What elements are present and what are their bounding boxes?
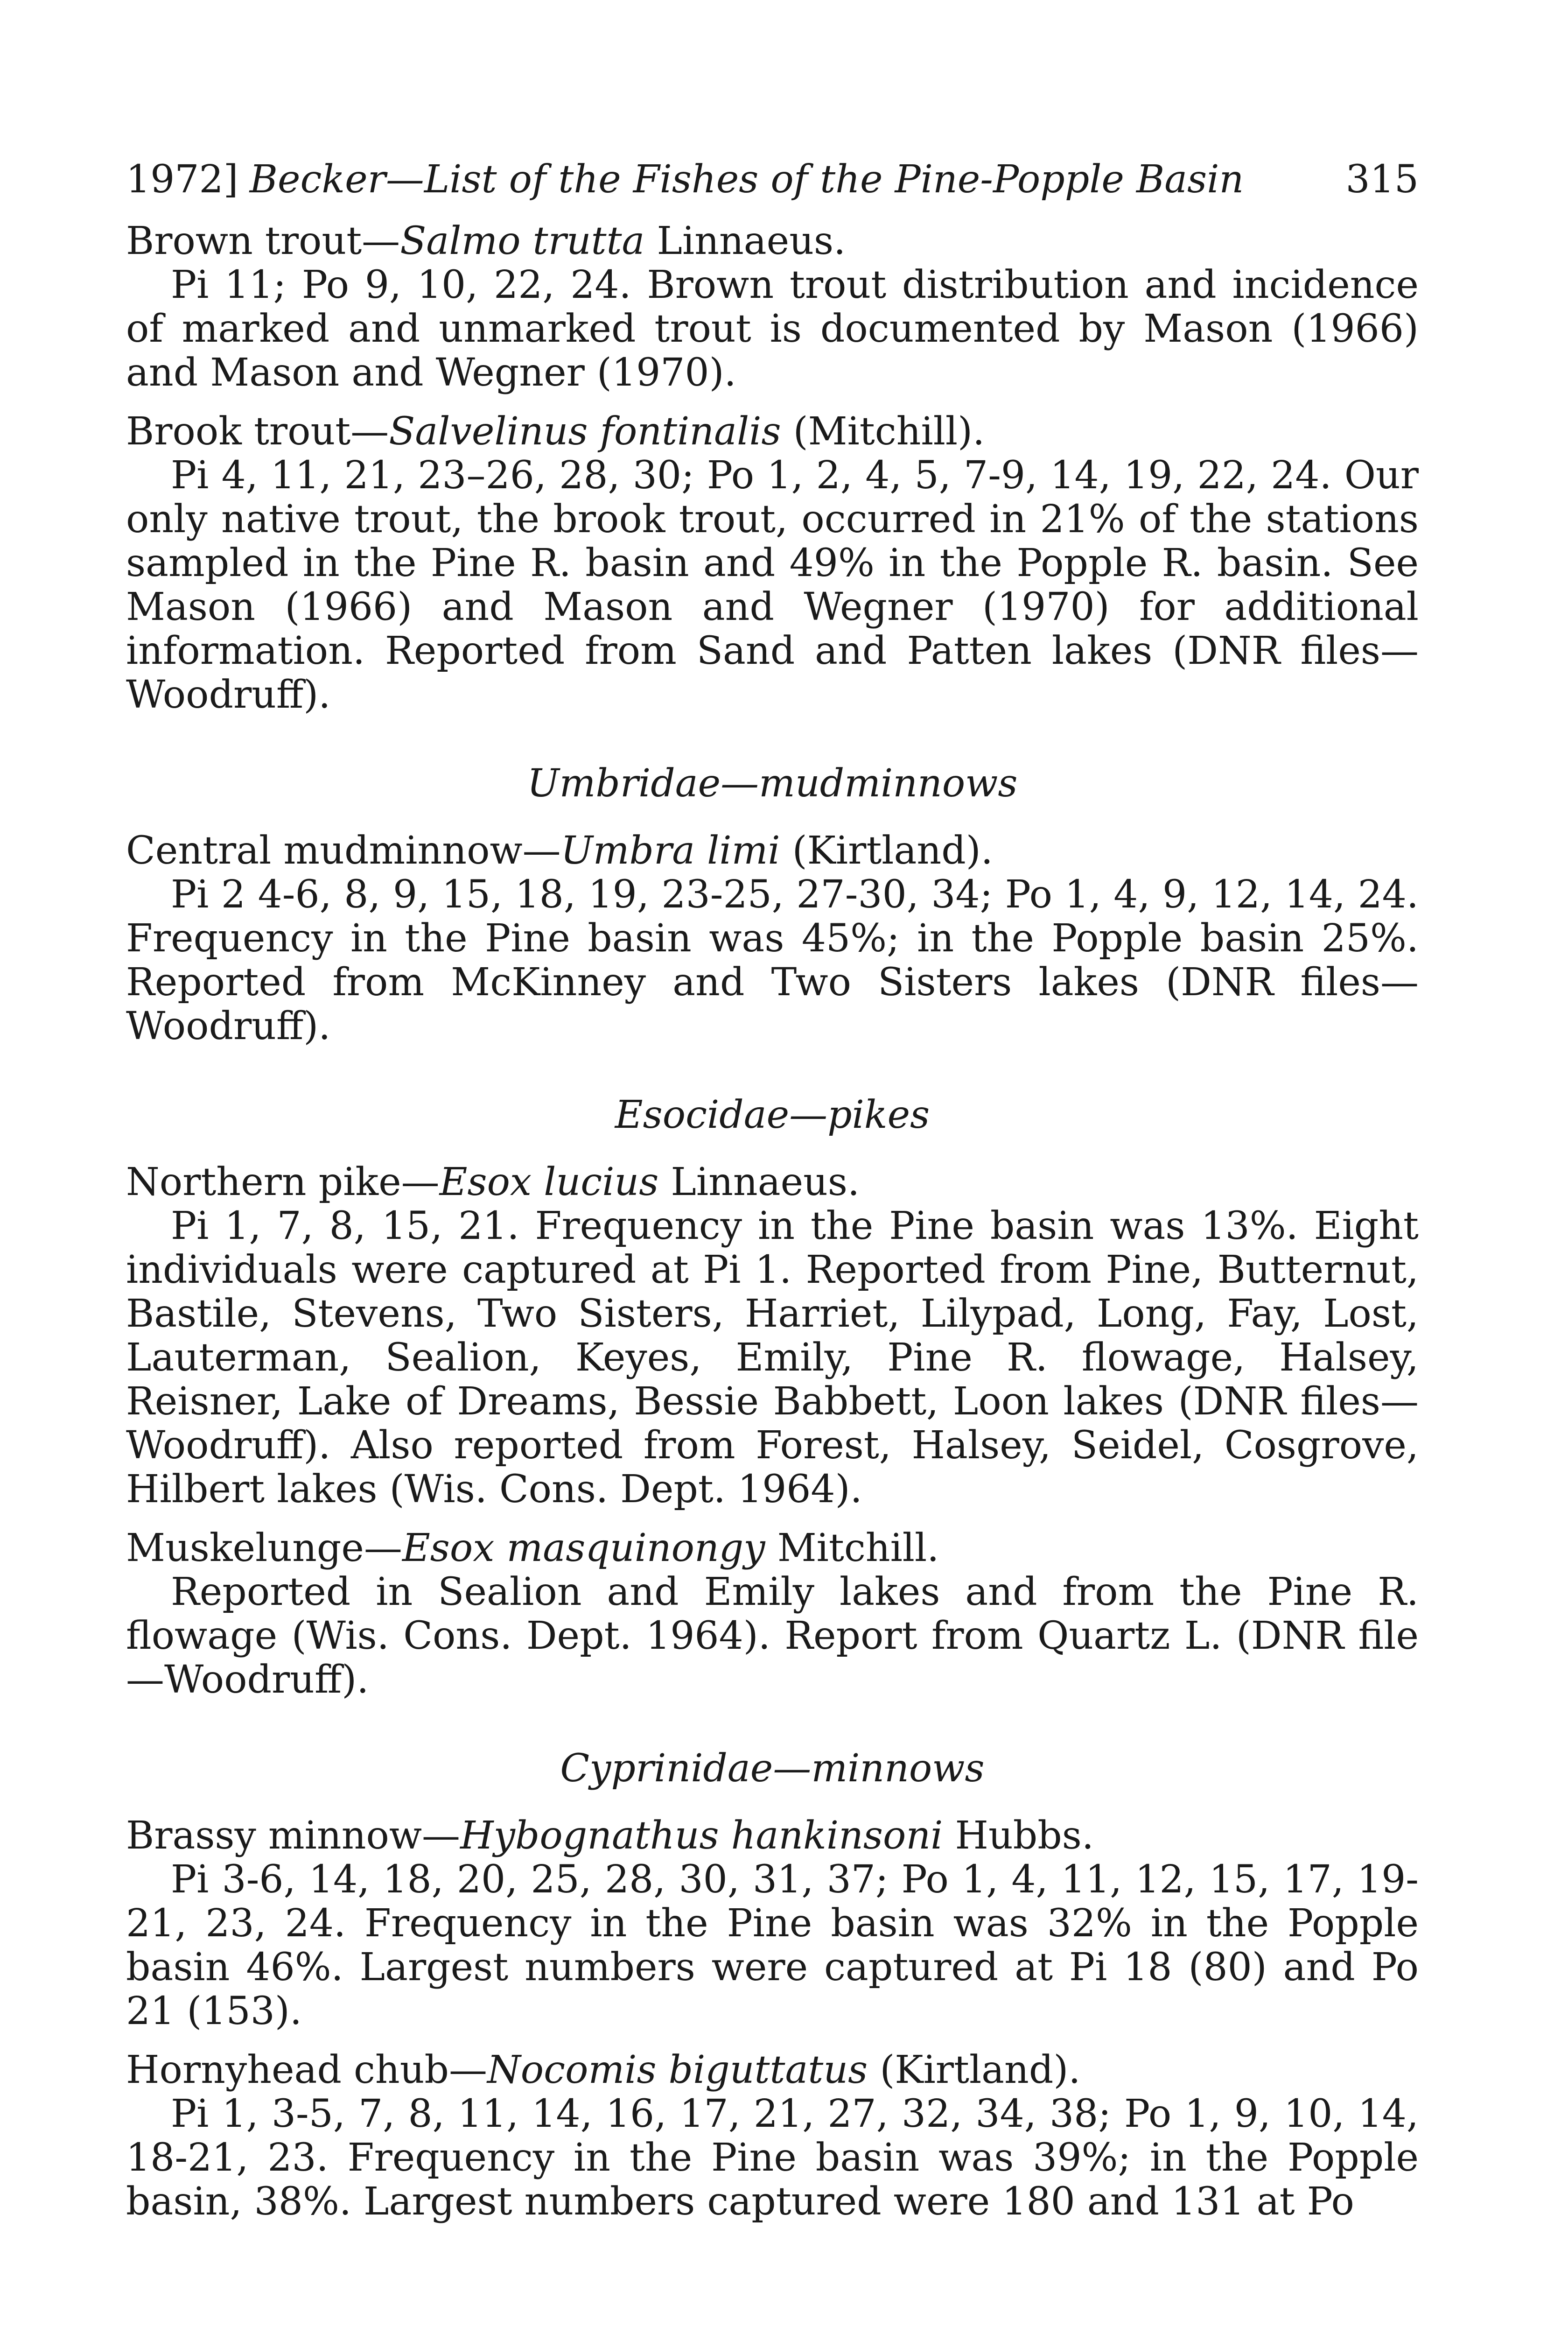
family-heading-umbridae: Umbridae—mudminnows bbox=[527, 761, 1018, 806]
common-name: Central mudminnow— bbox=[126, 829, 561, 873]
species-description: Pi 2 4-6, 8, 9, 15, 18, 19, 23-25, 27-30, 34; Po 1, 4, 9, 12, 14, 24. Frequency in the Pine basin was 45%; in the Popple basin 25%. Reported from McKinney and Two Sisters lakes (DNR files—Woodruff). bbox=[126, 872, 1419, 1049]
species-entry-brassy-minnow bbox=[126, 1814, 1419, 2033]
common-name: Brassy minnow— bbox=[126, 1814, 461, 1858]
common-name: Brook trout— bbox=[126, 409, 389, 454]
common-name: Northern pike— bbox=[126, 1160, 440, 1205]
page-number: 315 bbox=[1345, 157, 1419, 202]
scientific-name: Salvelinus fontinalis bbox=[389, 409, 781, 454]
species-description: Pi 3-6, 14, 18, 20, 25, 28, 30, 31, 37; Po 1, 4, 11, 12, 15, 17, 19-21, 23, 24. Frequency in the Pine basin was 32% in the Popple basin 46%. Largest numbers were captured at Pi 18 (80) and Po 21 (153). bbox=[126, 1857, 1419, 2034]
species-description: Pi 1, 3-5, 7, 8, 11, 14, 16, 17, 21, 27, 32, 34, 38; Po 1, 9, 10, 14, 18-21, 23. Frequency in the Pine basin was 39%; in the Popple basin, 38%. Largest numbers captured were 180 and 131 at Po bbox=[126, 2092, 1419, 2224]
species-description: Pi 1, 7, 8, 15, 21. Frequency in the Pine basin was 13%. Eight individuals were captured at Pi 1. Reported from Pine, Butternut, Bastile, Stevens, Two Sisters, Harriet, Lilypad, Long, Fay, Lost, Lauterman, Sealion, Keyes, Emily, Pine R. flowage, Halsey, Reisner, Lake of Dreams, Bessie Babbett, Loon lakes (DNR files—Woodruff). Also reported from Forest, Halsey, Seidel, Cosgrove, Hilbert lakes (Wis. Cons. Dept. 1964). bbox=[126, 1204, 1419, 1512]
species-header bbox=[126, 1814, 1419, 1858]
species-header bbox=[126, 2048, 1419, 2092]
species-header bbox=[126, 219, 1419, 263]
scientific-name: Esox lucius bbox=[439, 1160, 659, 1205]
page-content bbox=[126, 159, 1419, 2224]
species-description: Pi 4, 11, 21, 23–26, 28, 30; Po 1, 2, 4, 5, 7-9, 14, 19, 22, 24. Our only native trout, the brook trout, occurred in 21% of the stations sampled in the Pine R. basin and 49% in the Popple R. basin. See Mason (1966) and Mason and Wegner (1970) for additional information. Reported from Sand and Patten lakes (DNR files—Woodruff). bbox=[126, 453, 1419, 717]
family-heading-esocidae: Esocidae—pikes bbox=[615, 1093, 930, 1138]
species-header bbox=[126, 1160, 1419, 1204]
species-description: Pi 11; Po 9, 10, 22, 24. Brown trout distribution and incidence of marked and unmarked trout is documented by Mason (1966) and Mason and Wegner (1970). bbox=[126, 263, 1419, 395]
species-entry-hornyhead-chub bbox=[126, 2048, 1419, 2224]
authority: (Mitchill). bbox=[781, 409, 985, 454]
species-entry-northern-pike bbox=[126, 1160, 1419, 1511]
scientific-name: Salmo trutta bbox=[400, 219, 645, 264]
scientific-name: Hybognathus hankinsoni bbox=[460, 1814, 943, 1858]
species-entry-brook-trout bbox=[126, 410, 1419, 717]
authority: Linnaeus. bbox=[658, 1160, 860, 1205]
species-header bbox=[126, 410, 1419, 454]
family-heading-cyprinidae: Cyprinidae—minnows bbox=[560, 1746, 985, 1791]
running-head-year: 1972] bbox=[126, 157, 238, 202]
species-entry-muskelunge bbox=[126, 1526, 1419, 1702]
common-name: Hornyhead chub— bbox=[126, 2048, 488, 2093]
authority: (Kirtland). bbox=[780, 829, 993, 873]
species-description: Reported in Sealion and Emily lakes and from the Pine R. flowage (Wis. Cons. Dept. 1964). Report from Quartz L. (DNR file—Woodruff). bbox=[126, 1570, 1419, 1702]
species-header bbox=[126, 829, 1419, 873]
species-header bbox=[126, 1526, 1419, 1570]
species-entry-brown-trout bbox=[126, 219, 1419, 395]
authority: Hubbs. bbox=[943, 1814, 1094, 1858]
authority: Mitchill. bbox=[765, 1526, 939, 1571]
scientific-name: Esox masquinongy bbox=[402, 1526, 765, 1571]
scientific-name: Nocomis biguttatus bbox=[487, 2048, 868, 2093]
scientific-name: Umbra limi bbox=[560, 829, 780, 873]
running-head bbox=[126, 159, 1419, 201]
authority: (Kirtland). bbox=[868, 2048, 1081, 2093]
species-entry-central-mudminnow bbox=[126, 829, 1419, 1048]
running-head-title: Becker—List of the Fishes of the Pine-Popple Basin bbox=[249, 157, 1244, 202]
common-name: Brown trout— bbox=[126, 219, 400, 264]
common-name: Muskelunge— bbox=[126, 1526, 402, 1571]
authority: Linnaeus. bbox=[644, 219, 846, 264]
